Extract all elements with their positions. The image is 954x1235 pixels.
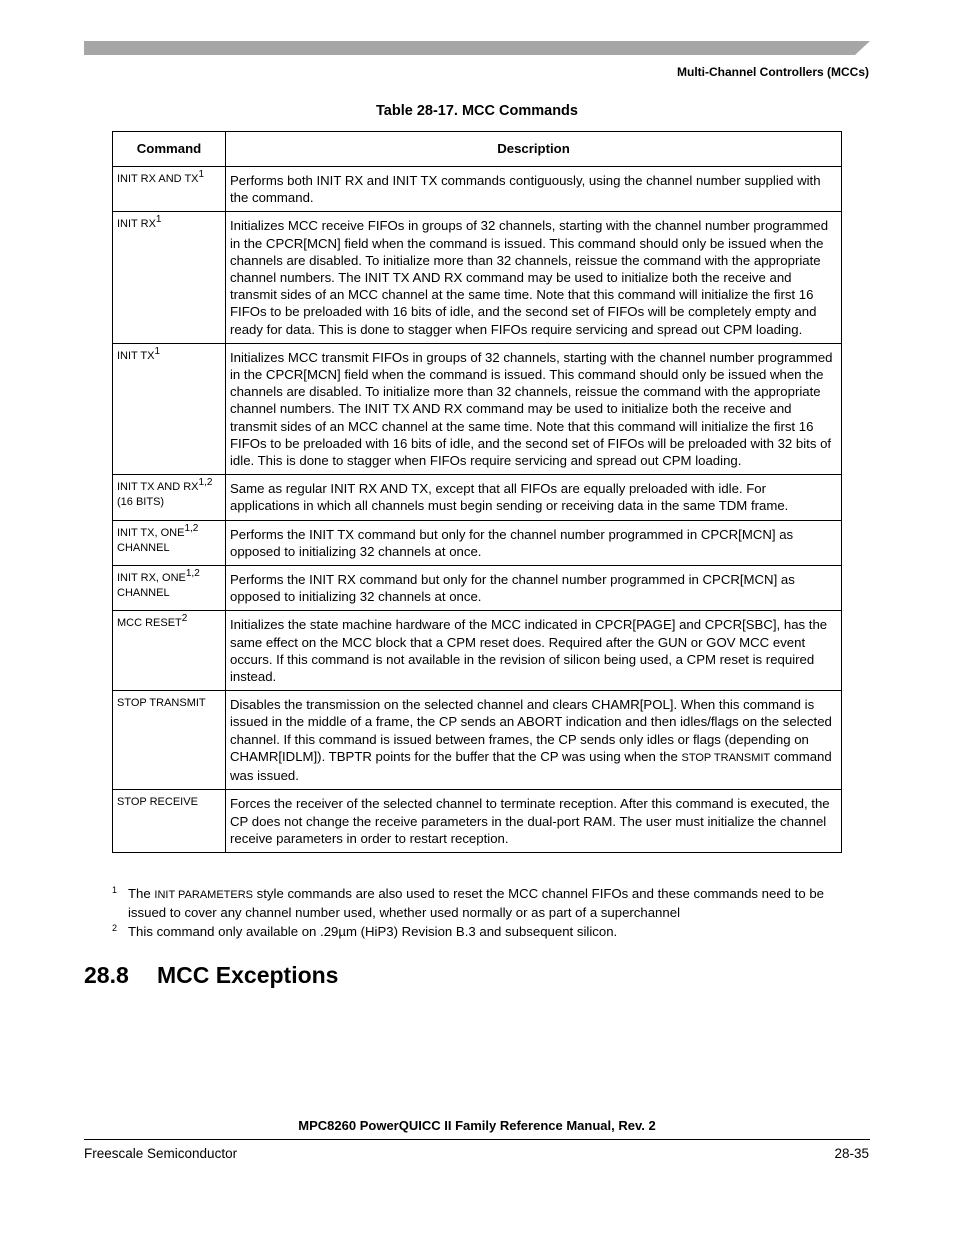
description-text: Performs both INIT RX and INIT TX commands contiguously, using the channel number supplied with the command. <box>230 173 821 206</box>
description-text: Initializes the state machine hardware of the MCC indicated in CPCR[PAGE] and CPCR[SBC], has the same effect on the MCC block that a CPM reset does. Required after the GUN or GOV MCC event occurs. If this command is not available in the revision of silicon being used, a CPM reset is required instead. <box>230 617 828 685</box>
footnote-reference: 1,2 <box>198 477 213 489</box>
description-text: Performs the INIT RX command but only for the channel number programmed in CPCR[MCN] as opposed to initializing 32 channels at once. <box>230 572 795 605</box>
footnote <box>112 885 847 921</box>
table-row <box>113 691 842 790</box>
command-name-continued: (16 BITS) <box>117 496 165 509</box>
table-row <box>113 611 842 691</box>
command-cell <box>113 790 226 853</box>
column-header: Description <box>226 132 842 167</box>
description-command-reference: STOP TRANSMIT <box>681 751 771 764</box>
description-cell <box>226 691 842 790</box>
description-cell <box>226 611 842 691</box>
commands-table <box>112 131 842 853</box>
section-heading <box>84 962 338 989</box>
command-name: INIT TX, ONE <box>117 526 185 539</box>
command-cell <box>113 475 226 520</box>
footnote-reference: 1,2 <box>185 568 200 580</box>
table-header-row <box>113 132 842 167</box>
table-body <box>113 167 842 853</box>
command-cell <box>113 212 226 343</box>
footnote-reference: 1 <box>155 214 162 226</box>
command-name-continued: CHANNEL <box>117 541 170 554</box>
description-cell <box>226 212 842 343</box>
description-cell <box>226 566 842 611</box>
description-cell <box>226 790 842 853</box>
description-cell <box>226 475 842 520</box>
command-cell <box>113 343 226 474</box>
footer-manual-title: MPC8260 PowerQUICC II Family Reference Manual, Rev. 2 <box>298 1118 656 1133</box>
command-name: STOP RECEIVE <box>117 796 198 809</box>
running-head: Multi-Channel Controllers (MCCs) <box>677 65 869 79</box>
description-text: Same as regular INIT RX AND TX, except that all FIFOs are equally preloaded with idle. For applications in which all channels must begin sending or receiving data in the same TDM frame. <box>230 481 789 514</box>
command-name: INIT TX <box>117 349 155 362</box>
footnote-mark: 1 <box>112 885 118 895</box>
footnote-lead: The <box>128 886 155 901</box>
description-text: Initializes MCC transmit FIFOs in groups of 32 channels, starting with the channel number programmed in the CPCR[MCN] field when the command is issued. This command should only be issued when the channels are disabled. To initialize more than 32 channels, reissue the command with the appropriate channel numbers. The INIT TX AND RX command may be used to initialize both the receive and transmit sides of an MCC channel at the same time. Note that this command will initialize the first 16 FIFOs to be preloaded with 16 bits of idle, and the second set of FIFOs will be preloaded with 32 bits of idle. This is done to stagger when FIFOs require servicing and spread out CPM loading. <box>230 349 833 469</box>
command-name-continued: CHANNEL <box>117 587 170 600</box>
section-number: 28.8 <box>84 962 129 988</box>
command-name: INIT RX, ONE <box>117 572 186 585</box>
footnote-mark: 2 <box>112 923 118 934</box>
command-name: STOP TRANSMIT <box>117 697 206 710</box>
footer-page-number: 28-35 <box>834 1146 869 1161</box>
footnote-text: This command only available on .29µm (HiP3) Revision B.3 and subsequent silicon. <box>128 924 618 940</box>
table-row <box>113 520 842 565</box>
header-bar-shape <box>84 41 870 55</box>
description-text: Forces the receiver of the selected channel to terminate reception. After this command is executed, the CP does not change the receive parameters in the dual-port RAM. The user must initialize the channel receive parameters in order to restart reception. <box>230 796 830 846</box>
command-name: INIT RX <box>117 218 156 231</box>
column-header: Command <box>113 132 226 167</box>
footnote-reference: 1 <box>198 169 205 180</box>
command-cell <box>113 691 226 790</box>
command-cell <box>113 167 226 212</box>
command-name: INIT TX AND RX <box>117 481 199 494</box>
table-row <box>113 566 842 611</box>
footnote-text: style commands are also used to reset the MCC channel FIFOs and these commands need to be issued to cover any channel number used, whether used normally or as part of a superchannel <box>128 886 825 921</box>
description-cell <box>226 343 842 474</box>
footnote-reference: 2 <box>181 613 188 625</box>
table-row <box>113 212 842 343</box>
footer-company: Freescale Semiconductor <box>84 1146 238 1161</box>
description-text: Disables the transmission on the selected channel and clears CHAMR[POL]. When this command is issued in the middle of a frame, the CP sends an ABORT indication and then idles/flags on the selected channel. If this command is issued between frames, the CP sends only idles or flags (depending on CHAMR[IDLM]). TBPTR points for the buffer that the CP was using when the <box>230 697 832 764</box>
description-cell <box>226 520 842 565</box>
command-cell <box>113 520 226 565</box>
description-cell <box>226 167 842 212</box>
footnote <box>112 923 847 940</box>
table-row <box>113 475 842 520</box>
command-name: INIT RX AND TX <box>117 173 199 185</box>
description-text: Performs the INIT TX command but only for the channel number programmed in CPCR[MCN] as opposed to initializing 32 channels at once. <box>230 526 794 559</box>
footnote-reference: 1 <box>154 345 161 357</box>
footnotes <box>112 885 847 943</box>
table-title: Table 28-17. MCC Commands <box>376 103 578 119</box>
table-row <box>113 343 842 474</box>
description-text-tail: command was issued. <box>230 748 832 784</box>
table-row <box>113 790 842 853</box>
footer-rule <box>84 1139 870 1140</box>
table-row <box>113 167 842 212</box>
description-text: Initializes MCC receive FIFOs in groups of 32 channels, starting with the channel number programmed in the CPCR[MCN] field when the command is issued. This command should only be issued when the channels are disabled. To initialize more than 32 channels, reissue the command with the appropriate channel numbers. The INIT TX AND RX command may be used to initialize both the receive and transmit sides of an MCC channel at the same time. Note that this command will initialize the first 16 FIFOs to be preloaded with 16 bits of idle, and the second set of FIFOs will be completely empty and ready for data. This is done to stagger when FIFOs require servicing and spread out CPM loading. <box>230 218 829 337</box>
header-bar <box>0 0 954 60</box>
section-title: MCC Exceptions <box>157 962 339 988</box>
command-name: MCC RESET <box>117 617 182 630</box>
footnote-smallcaps: INIT PARAMETERS <box>154 889 253 901</box>
command-cell <box>113 566 226 611</box>
footnote-reference: 1,2 <box>184 522 199 534</box>
command-cell <box>113 611 226 691</box>
